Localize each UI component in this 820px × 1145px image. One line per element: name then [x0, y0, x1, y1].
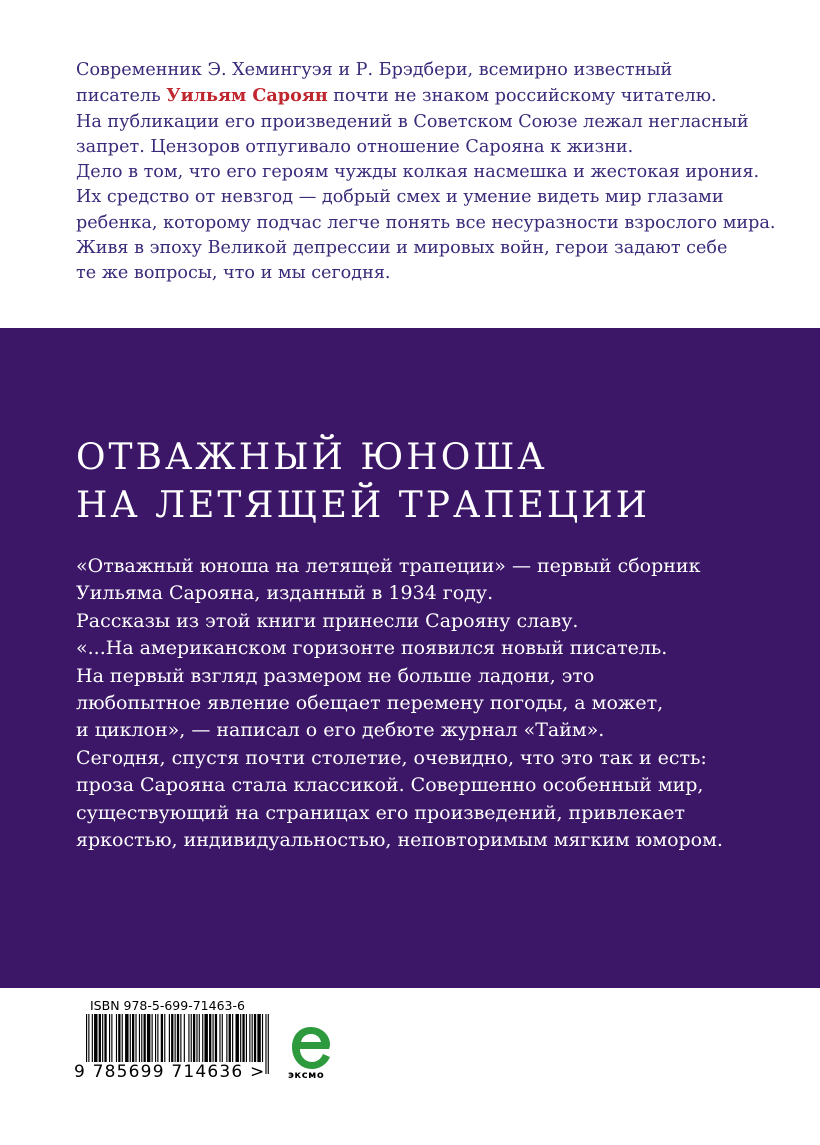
- description-line: любопытное явление обещает перемену погоды, а может,: [76, 692, 664, 715]
- blurb-line: Их средство от невзгод — добрый смех и умение видеть мир глазами: [76, 187, 724, 208]
- blurb-line: Современник Э. Хемингуэя и Р. Брэдбери, всемирно известный: [76, 60, 673, 80]
- description-line: существующий на страницах его произведений, привлекает: [76, 801, 686, 824]
- blurb-line: те же вопросы, что и мы сегодня.: [76, 263, 391, 284]
- title-line: ОТВАЖНЫЙ ЮНОША: [76, 437, 548, 478]
- author-blurb: [76, 58, 776, 287]
- blurb-text: почти не знаком российскому читателю.: [327, 86, 717, 107]
- description-line: «...На американском горизонте появился новый писатель.: [76, 637, 668, 660]
- book-description: [76, 553, 776, 854]
- blurb-line: [76, 83, 766, 109]
- isbn-label: ISBN 978-5-699-71463-6: [90, 998, 245, 1013]
- blurb-line: запрет. Цензоров отпугивало отношение Сарояна к жизни.: [76, 136, 634, 157]
- description-line: Рассказы из этой книги принесли Сарояну славу.: [76, 609, 579, 632]
- blurb-line: Дело в том, что его героям чужды колкая насмешка и жестокая ирония.: [76, 162, 760, 183]
- book-title: [76, 434, 650, 530]
- title-line: НА ЛЕТЯЩЕЙ ТРАПЕЦИИ: [76, 485, 651, 526]
- blurb-line: Живя в эпоху Великой депрессии и мировых войн, герои задают себе: [76, 238, 728, 259]
- blurb-line: ребенка, которому подчас легче понять все несуразности взрослого мира.: [76, 212, 776, 233]
- description-line: Уильяма Сарояна, изданный в 1934 году.: [76, 582, 494, 605]
- eksmo-logo-icon: [289, 1023, 333, 1075]
- description-line: проза Сарояна стала классикой. Совершенно особенный мир,: [76, 774, 704, 797]
- publisher-name: эксмо: [288, 1070, 325, 1081]
- description-line: яркостью, индивидуальностью, неповторимым мягким юмором.: [76, 829, 723, 852]
- author-name: Уильям Сароян: [166, 85, 328, 107]
- barcode-digits: 9 785699 714636 >: [74, 1062, 266, 1082]
- blurb-line: На публикации его произведений в Советском Союзе лежал негласный: [76, 111, 749, 132]
- description-line: «Отважный юноша на летящей трапеции» — первый сборник: [76, 555, 701, 577]
- blurb-text: писатель: [76, 86, 167, 107]
- description-line: Сегодня, спустя почти столетие, очевидно, что это так и есть:: [76, 746, 707, 769]
- description-line: На первый взгляд размером не больше ладони, это: [76, 664, 595, 687]
- description-line: и циклон», — написал о его дебюте журнал «Тайм».: [76, 719, 605, 742]
